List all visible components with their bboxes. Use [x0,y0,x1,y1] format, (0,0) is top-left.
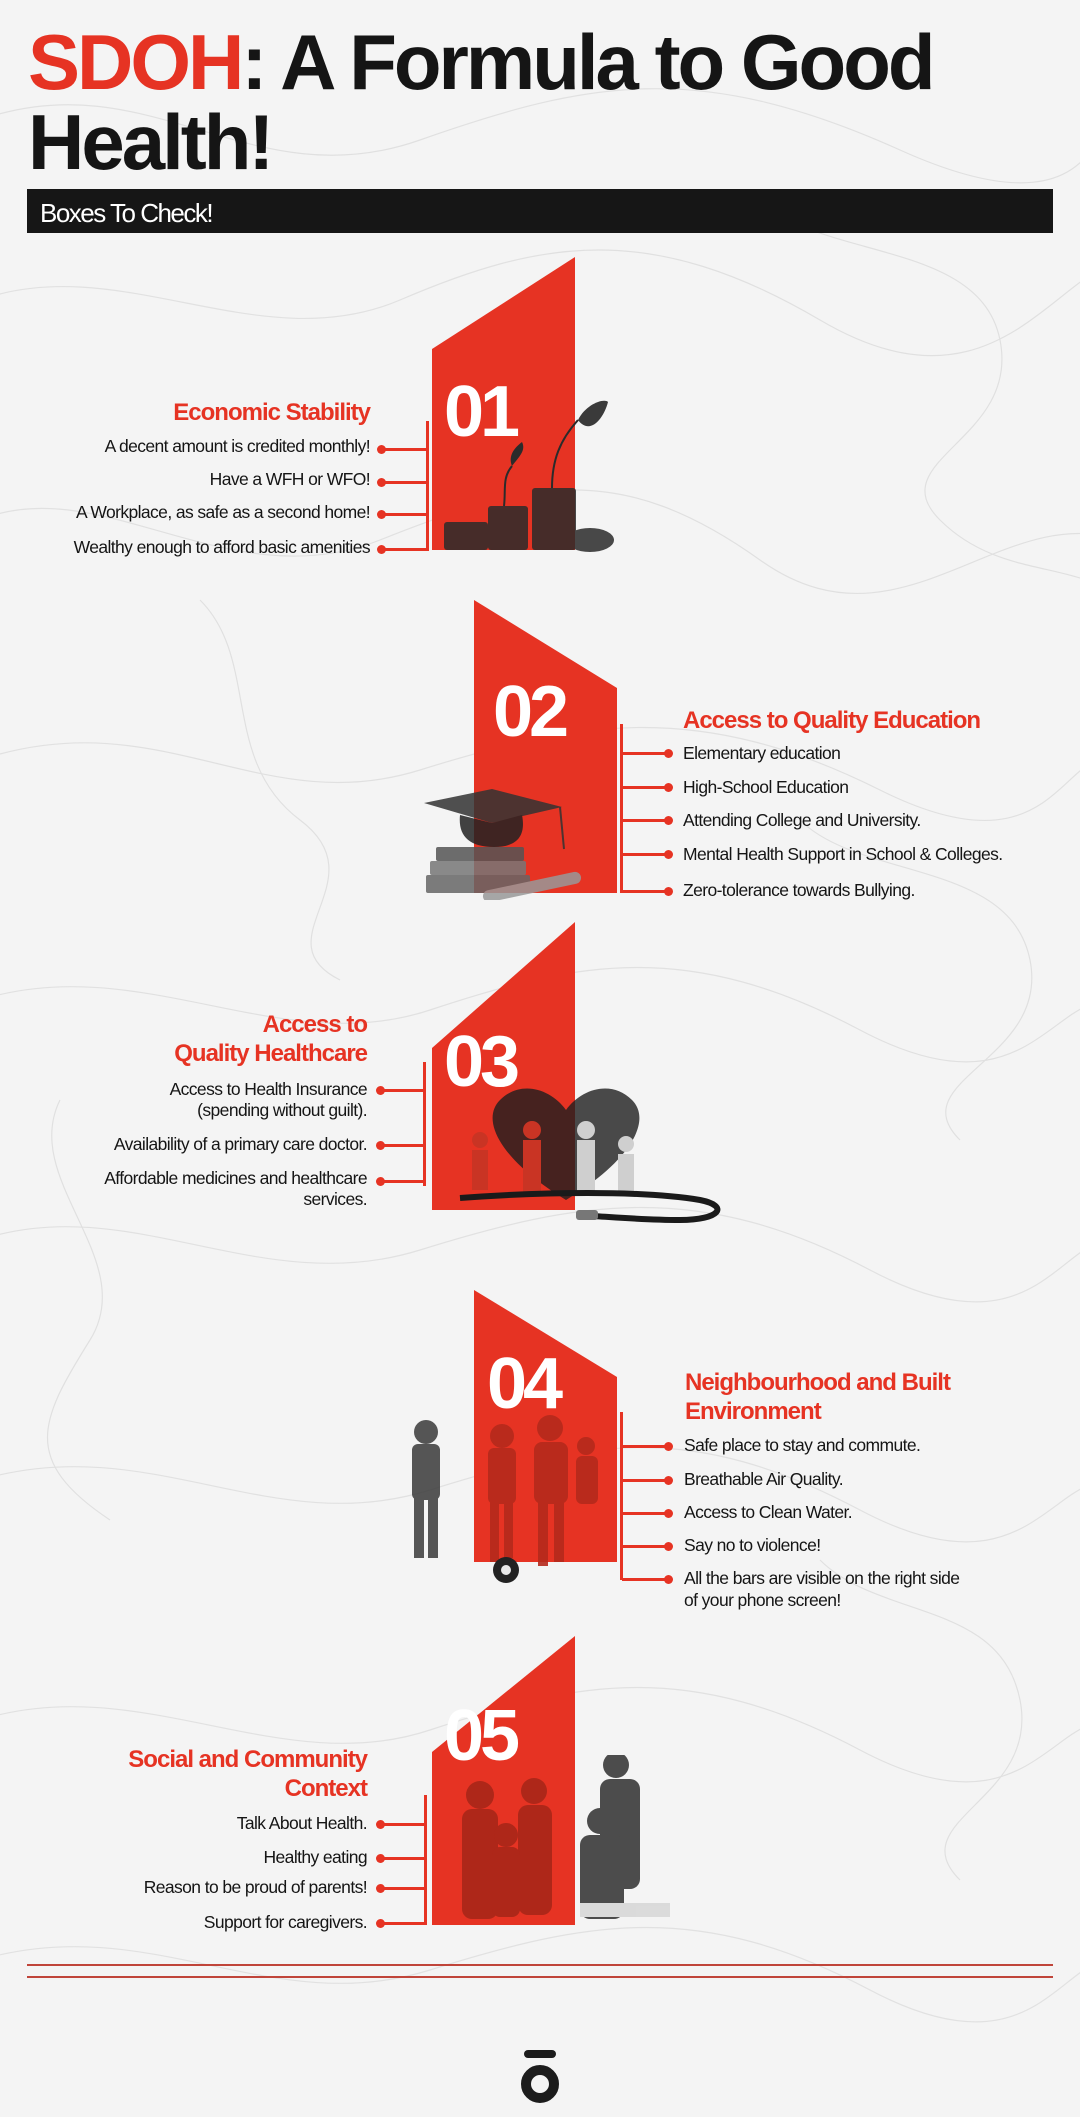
banner-label: Boxes To Check! [40,198,213,228]
list-item: Mental Health Support in School & Colleges. [683,844,1003,864]
connector [380,1823,425,1826]
section-number-02: 02 [493,672,566,752]
bullet-dot [376,1141,385,1150]
connector [622,890,668,893]
connector [380,1144,424,1147]
connector-vertical [620,1412,623,1580]
bullet-dot [376,1884,385,1893]
page-title [28,18,1028,186]
bullet-dot [664,749,673,758]
connector [380,1180,424,1183]
section-heading-03-line1: Access to [262,1011,367,1038]
connector-vertical [423,1062,426,1186]
title-accent: SDOH [28,18,242,106]
list-item: Affordable medicines and healthcare [104,1168,367,1188]
footer-divider-bottom [27,1976,1053,1978]
connector [380,1089,424,1092]
connector [381,513,427,516]
list-item: Access to Health Insurance [169,1079,367,1099]
section-number-05: 05 [444,1696,517,1776]
section-heading-05-line1: Social and Community [128,1746,367,1773]
connector [622,786,668,789]
kids-playing-football-icon [400,1410,610,1590]
list-item: Support for caregivers. [203,1912,367,1932]
connector-vertical [424,1795,427,1925]
section-banner [27,189,1053,233]
list-item: Zero-tolerance towards Bullying. [683,880,915,900]
section-number-03: 03 [444,1022,517,1102]
connector-vertical [620,724,623,893]
section-heading-05-line2: Context [284,1775,367,1802]
connector [622,1578,668,1581]
connector [622,1479,668,1482]
list-item: A decent amount is credited monthly! [104,436,370,456]
bullet-dot [664,783,673,792]
connector [380,1922,425,1925]
connector [380,1857,425,1860]
bullet-dot [377,478,386,487]
list-item: All the bars are visible on the right side [684,1568,960,1588]
list-item: Wealthy enough to afford basic amenities [73,537,370,557]
connector [380,1887,425,1890]
list-item: Say no to violence! [684,1535,821,1555]
section-heading-04-line2: Environment [685,1398,821,1425]
list-item: Access to Clean Water. [684,1502,853,1522]
bullet-dot [664,1476,673,1485]
title-line2: Health! [28,98,272,186]
connector [622,1512,668,1515]
bullet-dot [664,887,673,896]
list-item: A Workplace, as safe as a second home! [76,502,370,522]
brand-logo-icon [518,2048,562,2104]
connector [622,853,668,856]
section-number-01: 01 [444,372,517,452]
connector [622,1445,668,1448]
bullet-dot [377,445,386,454]
bullet-dot [376,1854,385,1863]
list-item: Healthy eating [263,1847,367,1867]
section-heading-02: Access to Quality Education [683,707,981,734]
connector [381,448,427,451]
bullet-dot [664,1542,673,1551]
bullet-dot [664,1575,673,1584]
list-item: Safe place to stay and commute. [684,1435,921,1455]
list-item: High-School Education [683,777,849,797]
bullet-dot [664,1442,673,1451]
title-rest: : A Formula to Good [241,18,933,106]
list-item: Reason to be proud of parents! [143,1877,367,1897]
bullet-dot [377,545,386,554]
bullet-dot [376,1086,385,1095]
list-item-cont: services. [303,1189,367,1209]
list-item: Availability of a primary care doctor. [113,1134,367,1154]
section-number-04: 04 [487,1344,560,1424]
list-item: Breathable Air Quality. [684,1469,844,1489]
connector [622,752,668,755]
list-item: Attending College and University. [683,810,921,830]
list-item-cont: of your phone screen! [684,1590,841,1610]
heart-family-stethoscope-icon [440,1080,730,1230]
bullet-dot [376,1919,385,1928]
footer-divider-top [27,1964,1053,1966]
community-people-icon [440,1755,675,1930]
list-item-cont: (spending without guilt). [197,1100,367,1120]
bullet-dot [376,1177,385,1186]
list-item: Talk About Health. [236,1813,367,1833]
bullet-dot [664,1509,673,1518]
bullet-dot [377,510,386,519]
list-item: Elementary education [683,743,841,763]
list-item: Have a WFH or WFO! [209,469,370,489]
section-heading-03-line2: Quality Healthcare [174,1040,367,1067]
connector [381,481,427,484]
section-heading-04-line1: Neighbourhood and Built [685,1369,950,1396]
graduation-cap-books-icon [422,785,592,900]
bullet-dot [664,816,673,825]
section-heading-01: Economic Stability [173,399,370,426]
bullet-dot [376,1820,385,1829]
connector-vertical [426,421,429,551]
bullet-dot [664,850,673,859]
connector [381,548,427,551]
connector [622,819,668,822]
connector [622,1545,668,1548]
